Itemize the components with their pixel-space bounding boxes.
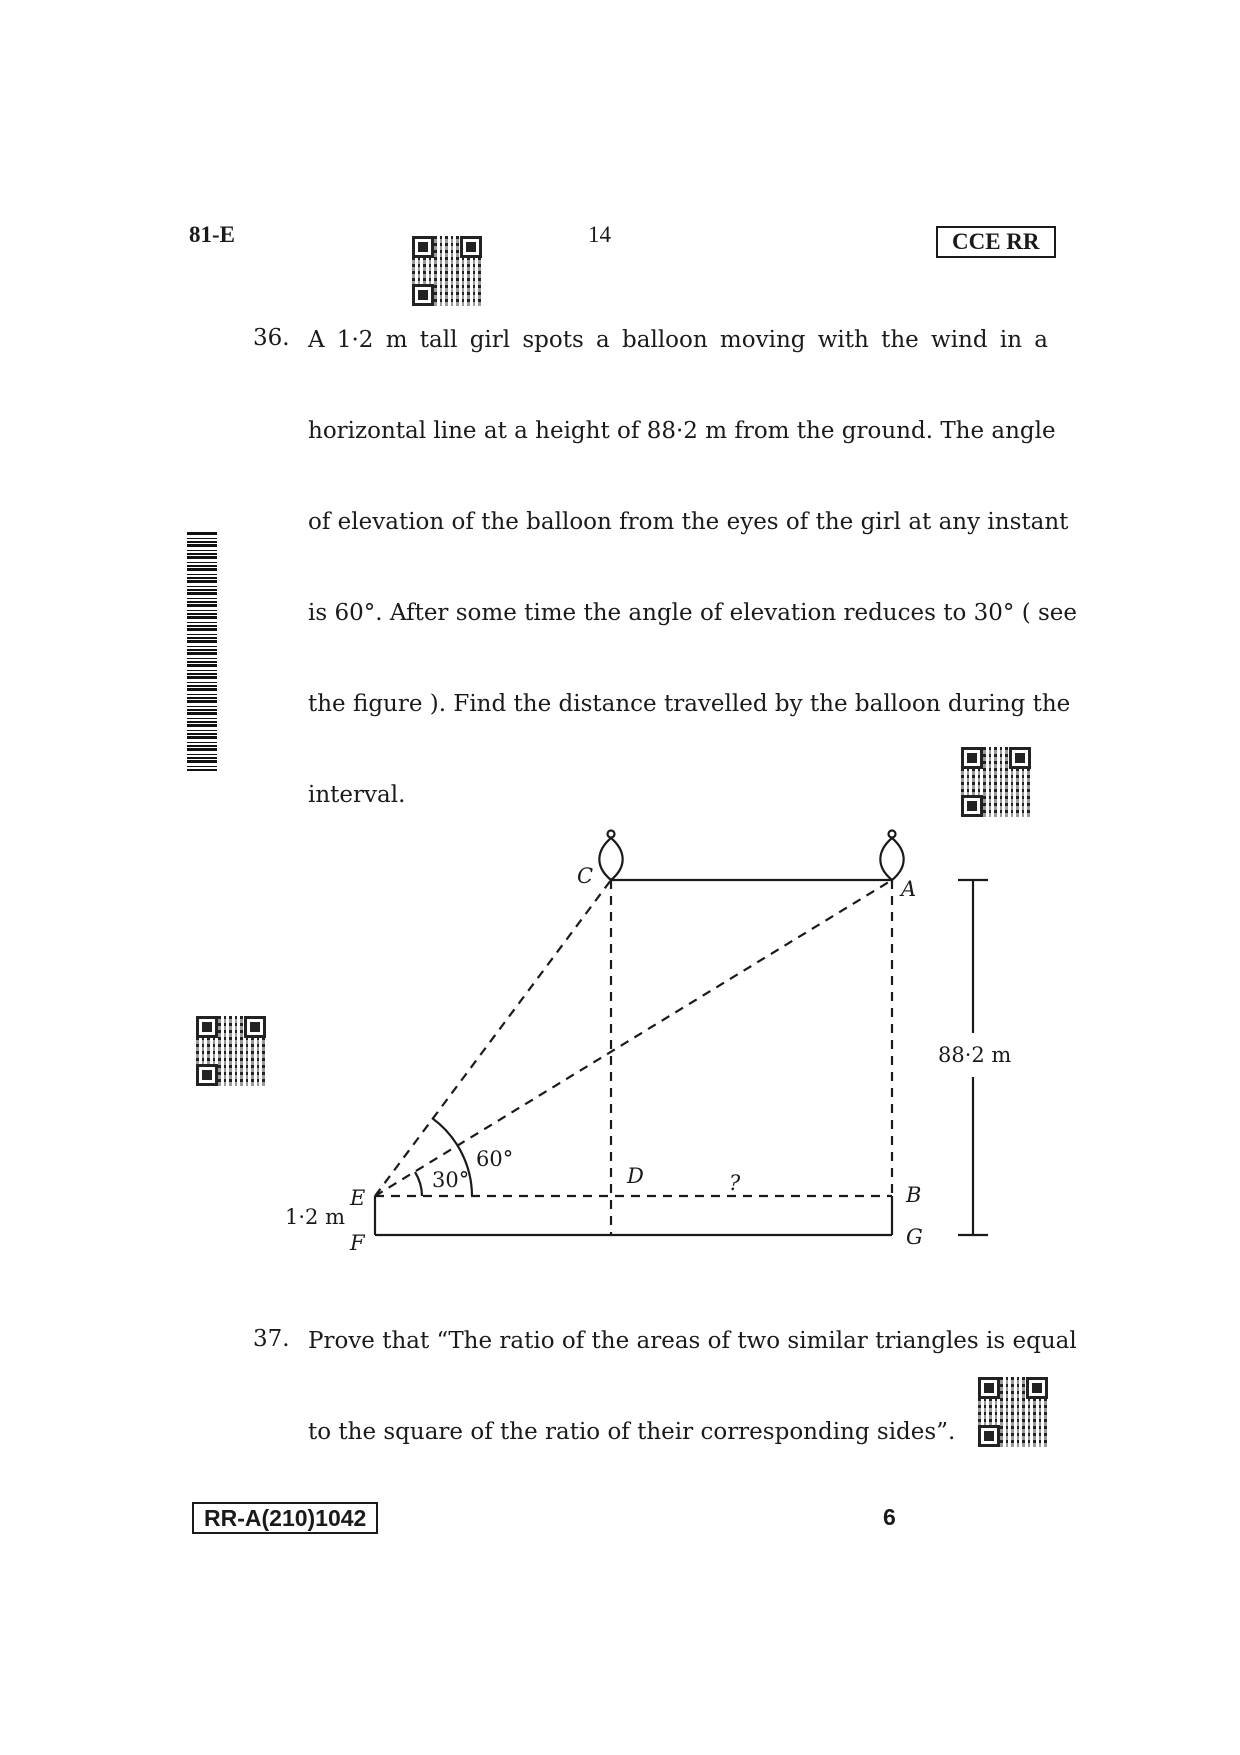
question-37-line-1: Prove that “The ratio of the areas of two similar triangles is equal xyxy=(308,1328,1077,1354)
label-point-a: A xyxy=(901,877,917,901)
question-36-line-1: A 1·2 m tall girl spots a balloon moving with the wind in a xyxy=(308,327,1048,353)
label-point-f: F xyxy=(350,1231,365,1255)
angle-30-label: 30° xyxy=(432,1168,470,1192)
series-badge: CCE RR xyxy=(936,226,1056,258)
question-37-number: 37. xyxy=(253,1326,290,1352)
question-36-number: 36. xyxy=(253,325,290,351)
question-36-line-5: the figure ). Find the distance travelled by the balloon during the xyxy=(308,691,1071,717)
girl-height-label: 1·2 m xyxy=(285,1205,345,1229)
question-36-line-4: is 60°. After some time the angle of elevation reduces to 30° ( see xyxy=(308,600,1078,626)
page-number: 14 xyxy=(588,222,611,247)
height-label: 88·2 m xyxy=(938,1043,1012,1067)
sheet-number: 6 xyxy=(883,1504,896,1530)
question-36-line-3: of elevation of the balloon from the eyes of the girl at any instant xyxy=(308,509,1069,535)
label-point-e: E xyxy=(350,1186,366,1210)
label-point-d: D xyxy=(627,1164,644,1188)
label-point-b: B xyxy=(906,1183,922,1207)
angle-60-label: 60° xyxy=(476,1147,514,1171)
balloon-icon xyxy=(599,831,622,881)
paper-code: 81-E xyxy=(189,222,235,247)
question-36-line-6: interval. xyxy=(308,782,406,808)
footer-code: RR-A(210)1042 xyxy=(192,1502,378,1534)
label-unknown: ? xyxy=(729,1171,741,1195)
question-36-line-2: horizontal line at a height of 88·2 m from the ground. The angle xyxy=(308,418,1056,444)
balloon-icon xyxy=(880,831,903,881)
qr-code-icon xyxy=(978,1377,1048,1447)
label-point-c: C xyxy=(577,864,594,888)
question-37-line-2: to the square of the ratio of their corresponding sides”. xyxy=(308,1419,956,1445)
label-point-g: G xyxy=(906,1225,923,1249)
